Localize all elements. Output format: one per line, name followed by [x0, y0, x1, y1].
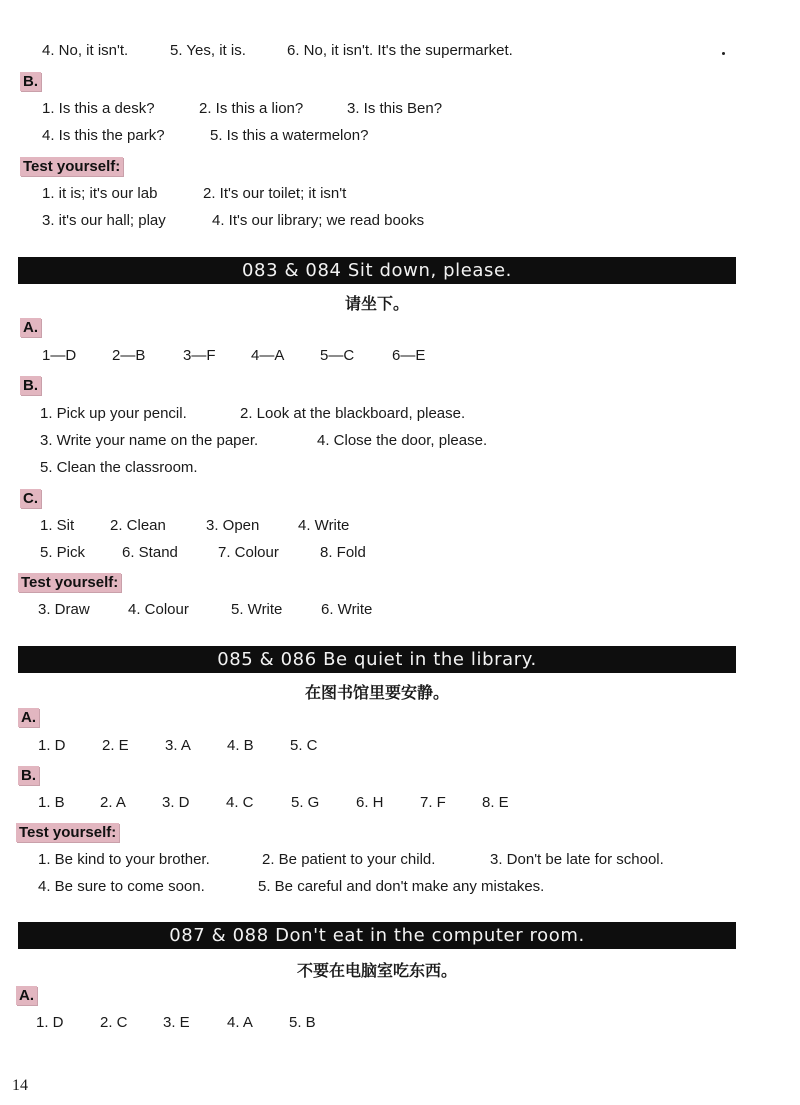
- answer-item: 1. B: [38, 794, 65, 811]
- answer-item: 5. Clean the classroom.: [40, 459, 198, 476]
- answer-item: 2. Be patient to your child.: [262, 851, 436, 868]
- answer-item: 4. Colour: [128, 601, 189, 618]
- answer-item: 2. C: [100, 1014, 128, 1031]
- test-yourself-label: Test yourself:: [16, 823, 119, 842]
- test-yourself-label: Test yourself:: [18, 573, 121, 592]
- answer-item: 5. B: [289, 1014, 316, 1031]
- answer-item: 1. Sit: [40, 517, 75, 534]
- answer-item: 1. Be kind to your brother.: [38, 851, 210, 868]
- answer-item: 5. G: [291, 794, 320, 811]
- answer-item: 5. Pick: [40, 544, 86, 561]
- lesson-title-bar: 083 & 084 Sit down, please.: [18, 257, 736, 284]
- lesson-chinese-title: 请坐下。: [344, 294, 409, 313]
- answer-item: 4—A: [251, 347, 285, 364]
- answer-item: 4. B: [227, 737, 254, 754]
- answer-item: 2. A: [100, 794, 126, 811]
- answer-item: 1. Is this a desk?: [42, 100, 155, 117]
- answer-item: 4. Write: [298, 517, 350, 534]
- answer-item: 4. It's our library; we read books: [212, 212, 425, 229]
- answer-item: 5. Is this a watermelon?: [210, 127, 369, 144]
- section-label-b: B.: [18, 766, 39, 785]
- answer-item: 2. Is this a lion?: [199, 100, 304, 117]
- answer-item: 6. Stand: [122, 544, 178, 561]
- answer-item: 6—E: [392, 347, 426, 364]
- answer-item: 6. No, it isn't. It's the supermarket.: [287, 42, 513, 59]
- answer-item: 3. Draw: [38, 601, 90, 618]
- section-label-a: A.: [18, 708, 39, 727]
- answer-item: 8. E: [482, 794, 509, 811]
- answer-item: 4. Be sure to come soon.: [38, 878, 205, 895]
- answer-item: 1. Pick up your pencil.: [40, 405, 187, 422]
- answer-item: 5. Be careful and don't make any mistakes.: [258, 878, 545, 895]
- answer-item: 5—C: [320, 347, 355, 364]
- lesson-title-bar: 085 & 086 Be quiet in the library.: [18, 646, 736, 673]
- answer-item: 5. C: [290, 737, 318, 754]
- lesson-title-bar: 087 & 088 Don't eat in the computer room.: [18, 922, 736, 949]
- answer-item: 4. C: [226, 794, 254, 811]
- answer-item: 3. E: [163, 1014, 190, 1031]
- section-label-b: B.: [20, 72, 41, 91]
- speck: [722, 52, 725, 55]
- section-label-a: A.: [16, 986, 37, 1005]
- answer-item: 7. Colour: [218, 544, 279, 561]
- answer-item: 3. Write your name on the paper.: [40, 432, 259, 449]
- answer-item: 2—B: [112, 347, 146, 364]
- answer-item: 2. Look at the blackboard, please.: [240, 405, 466, 422]
- answer-item: 6. Write: [321, 601, 373, 618]
- answer-item: 3. Is this Ben?: [347, 100, 443, 117]
- lesson-chinese-title: 不要在电脑室吃东西。: [296, 961, 457, 980]
- answer-item: 4. Is this the park?: [42, 127, 165, 144]
- answer-item: 1. it is; it's our lab: [42, 185, 158, 202]
- answer-item: 5. Yes, it is.: [170, 42, 246, 59]
- answer-item: 3. Don't be late for school.: [490, 851, 664, 868]
- lesson-chinese-title: 在图书馆里要安静。: [304, 683, 449, 702]
- answer-item: 7. F: [420, 794, 446, 811]
- section-label-b: B.: [20, 376, 41, 395]
- page-number: 14: [12, 1077, 28, 1094]
- answer-item: 1—D: [42, 347, 77, 364]
- answer-item: 6. H: [356, 794, 384, 811]
- answer-item: 4. No, it isn't.: [42, 42, 129, 59]
- section-label-a: A.: [20, 318, 41, 337]
- answer-item: 2. E: [102, 737, 129, 754]
- answer-item: 4. Close the door, please.: [317, 432, 488, 449]
- answer-item: 3. Open: [206, 517, 260, 534]
- answer-item: 8. Fold: [320, 544, 366, 561]
- answer-item: 3. D: [162, 794, 190, 811]
- answer-item: 4. A: [227, 1014, 253, 1031]
- answer-item: 2. It's our toilet; it isn't: [203, 185, 347, 202]
- test-yourself-label: Test yourself:: [20, 157, 123, 176]
- answer-item: 1. D: [36, 1014, 64, 1031]
- answer-item: 3—F: [183, 347, 216, 364]
- answer-item: 5. Write: [231, 601, 283, 618]
- answer-item: 3. A: [165, 737, 191, 754]
- answer-item: 2. Clean: [110, 517, 166, 534]
- answer-item: 3. it's our hall; play: [42, 212, 166, 229]
- section-label-c: C.: [20, 489, 41, 508]
- answer-item: 1. D: [38, 737, 66, 754]
